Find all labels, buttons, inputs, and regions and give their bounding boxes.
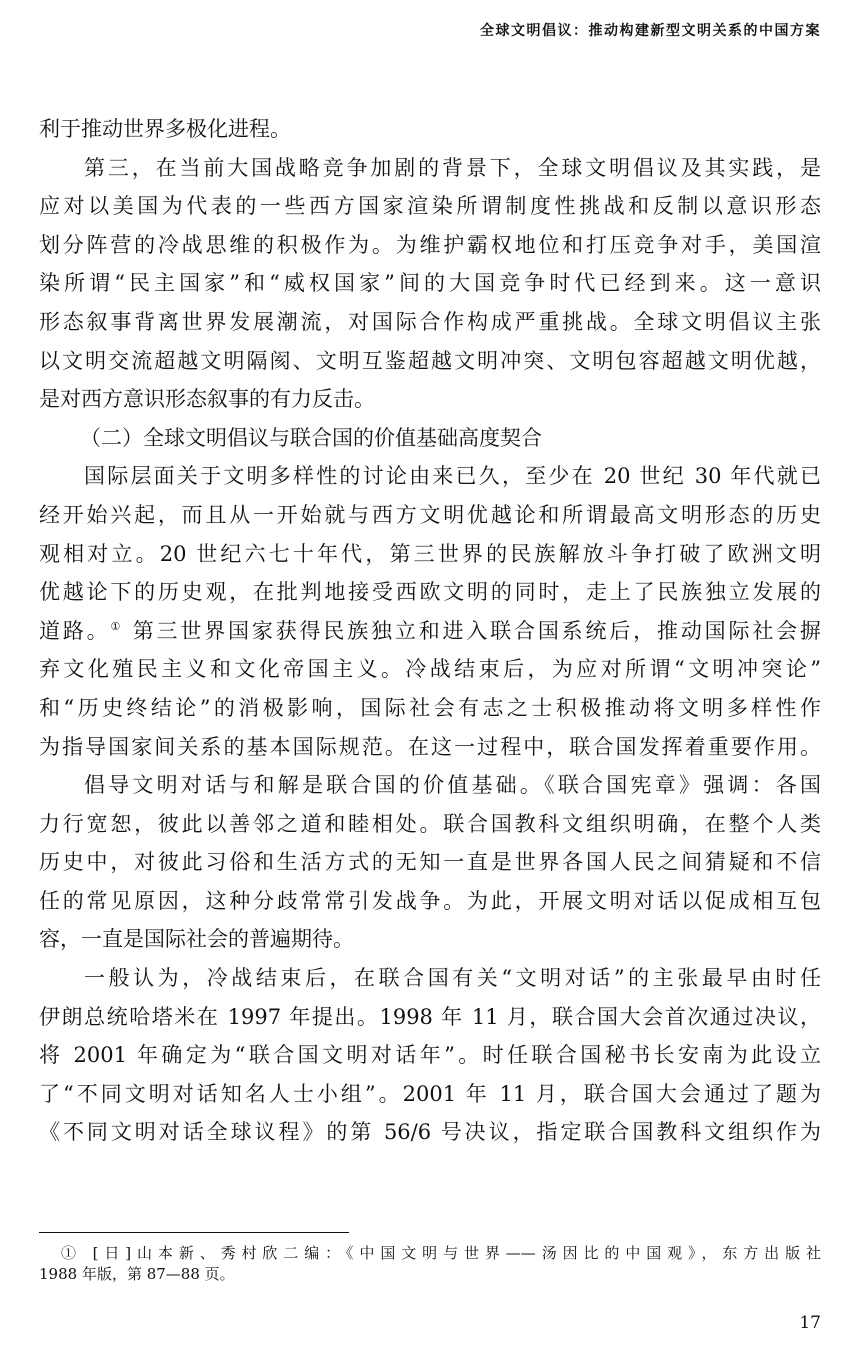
text-line: 第三，在当前大国战略竞争加剧的背景下，全球文明倡议及其实践，是 <box>84 155 821 180</box>
text-line: 任的常见原因，这种分歧常常引发战争。为此，开展文明对话以促成相互包 <box>39 888 821 913</box>
text-line: 观相对立。20 世纪六七十年代，第三世界的民族解放斗争打破了欧洲文明 <box>39 541 821 566</box>
text-line: 和“历史终结论”的消极影响，国际社会有志之士积极推动将文明多样性作 <box>39 695 821 720</box>
text-line: 划分阵营的冷战思维的积极作为。为维护霸权地位和打压竞争对手，美国渲 <box>39 232 821 257</box>
text-span: 第三世界国家获得民族独立和进入联合国系统后，推动国际社会摒 <box>132 618 821 643</box>
text-line: 《不同文明对话全球议程》的第 56/6 号决议，指定联合国教科文组织作为 <box>39 1120 821 1145</box>
section-heading: （二）全球文明倡议与联合国的价值基础高度契合 <box>80 425 542 450</box>
text-line: 弃文化殖民主义和文化帝国主义。冷战结束后，为应对所谓“文明冲突论” <box>39 657 821 682</box>
text-line: 力行宽恕，彼此以善邻之道和睦相处。联合国教科文组织明确，在整个人类 <box>39 811 821 836</box>
text-line: 形态叙事背离世界发展潮流，对国际合作构成严重挑战。全球文明倡议主张 <box>39 309 821 334</box>
text-line: 倡导文明对话与和解是联合国的价值基础。《联合国宪章》强调：各国 <box>84 773 821 798</box>
text-line: 利于推动世界多极化进程。 <box>39 117 291 141</box>
text-line: 伊朗总统哈塔米在 1997 年提出。1998 年 11 月，联合国大会首次通过决议， <box>39 1004 821 1029</box>
footnote-line: 1988 年版，第 87—88 页。 <box>39 1265 235 1283</box>
footnote-line: ① [日]山本新、秀村欣二编：《中国文明与世界——汤因比的中国观》，东方出版社 <box>61 1244 821 1262</box>
footnote-marker[interactable]: ① <box>110 619 124 633</box>
page-number: 17 <box>799 1313 821 1333</box>
text-line: 以文明交流超越文明隔阂、文明互鉴超越文明冲突、文明包容超越文明优越， <box>39 348 821 373</box>
text-span: 道路。 <box>39 618 111 643</box>
text-line: 历史中，对彼此习俗和生活方式的无知一直是世界各国人民之间猜疑和不信 <box>39 850 821 875</box>
footnote-divider <box>39 1232 349 1233</box>
text-line: 经开始兴起，而且从一开始就与西方文明优越论和所谓最高文明形态的历史 <box>39 502 821 527</box>
text-line: 优越论下的历史观，在批判地接受西欧文明的同时，走上了民族独立发展的 <box>39 580 821 605</box>
text-line: 一般认为，冷战结束后，在联合国有关“文明对话”的主张最早由时任 <box>84 966 821 991</box>
text-line: 了“不同文明对话知名人士小组”。2001 年 11 月，联合国大会通过了题为 <box>39 1081 821 1106</box>
text-line: 容，一直是国际社会的普遍期待。 <box>39 927 354 952</box>
text-line: 国际层面关于文明多样性的讨论由来已久，至少在 20 世纪 30 年代就已 <box>84 464 821 489</box>
text-line: 染所谓“民主国家”和“威权国家”间的大国竞争时代已经到来。这一意识 <box>39 271 821 296</box>
body-text <box>39 110 821 1152</box>
running-header: 全球文明倡议：推动构建新型文明关系的中国方案 <box>480 23 821 39</box>
text-line: 将 2001 年确定为“联合国文明对话年”。时任联合国秘书长安南为此设立 <box>39 1043 821 1068</box>
text-line <box>39 612 821 651</box>
text-line: 为指导国家间关系的基本国际规范。在这一过程中，联合国发挥着重要作用。 <box>39 734 821 759</box>
text-line: 应对以美国为代表的一些西方国家渲染所谓制度性挑战和反制以意识形态 <box>39 194 821 219</box>
footnote <box>39 1243 821 1285</box>
text-line: 是对西方意识形态叙事的有力反击。 <box>39 387 375 412</box>
